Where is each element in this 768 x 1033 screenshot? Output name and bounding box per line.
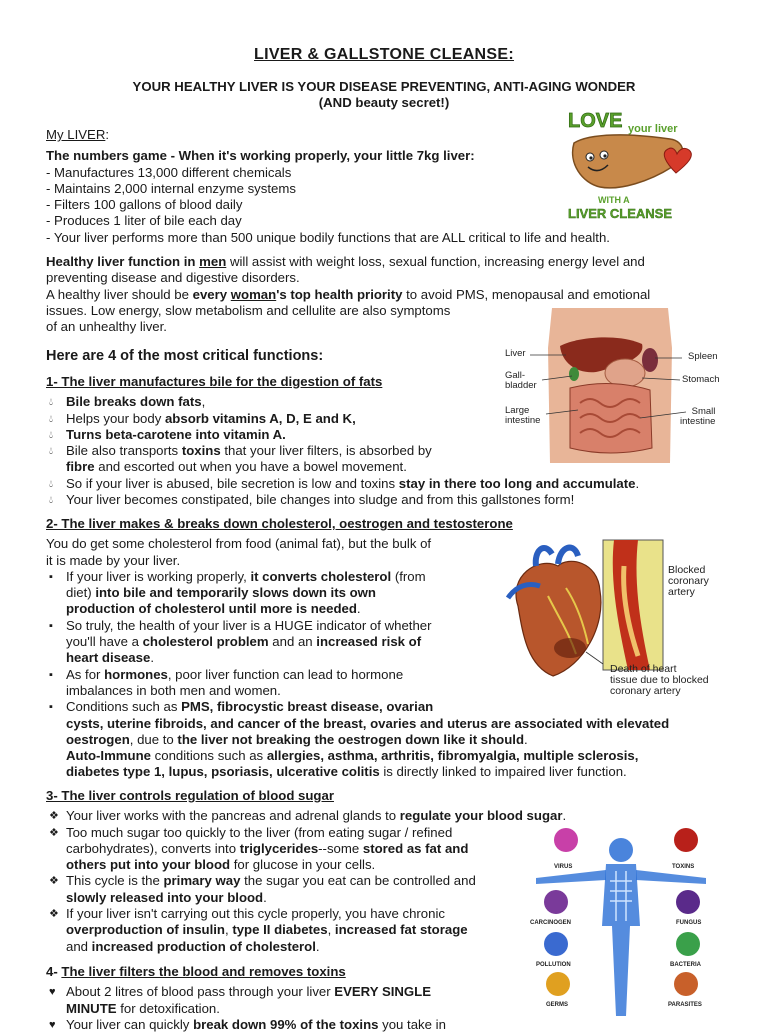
section-4-list bbox=[46, 984, 506, 1033]
drop-bullet-icon: 💧︎ bbox=[49, 413, 53, 425]
diamond-bullet-icon: ❖ bbox=[49, 826, 59, 839]
parasites-icon bbox=[674, 972, 698, 996]
numbers-heading: The numbers game - When it's working properly, your little 7kg liver: bbox=[46, 148, 475, 164]
item-text: for detoxification. bbox=[116, 1000, 220, 1016]
pollution-label: POLLUTION bbox=[536, 962, 571, 968]
with-a-word: WITH A bbox=[598, 195, 630, 205]
square-bullet-icon: ▪ bbox=[49, 570, 53, 583]
section-2-intro-1: You do get some cholesterol from food (animal fat), but the bulk of bbox=[46, 536, 432, 552]
item-text: , bbox=[201, 394, 206, 410]
item-text: . bbox=[263, 889, 267, 905]
numbers-item: - Your liver performs more than 500 unique bodily functions that are ALL critical to life and health. bbox=[46, 229, 610, 245]
heart-artery-figure bbox=[488, 536, 728, 696]
germs-label: GERMS bbox=[546, 1002, 569, 1008]
list-item bbox=[46, 984, 506, 1017]
blocked-label-line-1: Blocked bbox=[668, 564, 706, 576]
item-text: cysts, uterine fibroids, and cancer of the breast, ovaries and uterus are associated with elevated bbox=[66, 715, 670, 731]
item-text: PMS, fibrocystic breast disease, ovarian bbox=[181, 699, 434, 715]
list-item bbox=[46, 808, 666, 824]
list-item bbox=[46, 492, 716, 508]
numbers-item: - Produces 1 liter of bile each day bbox=[46, 213, 242, 229]
diamond-bullet-icon: ❖ bbox=[49, 810, 59, 823]
liver-pupil-right bbox=[603, 154, 606, 157]
section-4-number: 4- bbox=[46, 964, 62, 979]
item-text: and bbox=[66, 938, 92, 954]
healthy-men: men bbox=[199, 254, 227, 269]
item-text: . bbox=[315, 938, 320, 954]
woman-top: 's top health priority bbox=[276, 286, 403, 302]
gallbladder-label-line-1: Gall- bbox=[505, 370, 526, 381]
item-text: increased fat storage bbox=[334, 922, 468, 938]
drop-bullet-icon: 💧︎ bbox=[49, 429, 53, 441]
liver-label: Liver bbox=[505, 348, 526, 359]
item-text: . bbox=[524, 731, 528, 747]
virus-label: VIRUS bbox=[554, 864, 573, 870]
body-head bbox=[609, 838, 633, 862]
small-intestine-label bbox=[680, 407, 715, 427]
death-label-line-2: tissue due to blocked bbox=[610, 674, 709, 686]
item-text: and an bbox=[268, 634, 317, 650]
section-4 bbox=[46, 964, 506, 1033]
woman-text-1: A healthy liver should be bbox=[46, 286, 193, 302]
heart-shape bbox=[516, 561, 601, 676]
toxins-body-figure bbox=[526, 826, 716, 1022]
item-text: production of cholesterol until more is needed bbox=[66, 601, 357, 617]
my-liver-heading-text: My LIVER bbox=[46, 127, 106, 142]
death-label-line-1: Death of heart bbox=[610, 663, 677, 675]
item-text: , bbox=[327, 922, 335, 938]
item-text: Conditions such as bbox=[66, 699, 182, 715]
death-label-line-3: coronary artery bbox=[610, 685, 681, 697]
woman-word: woman bbox=[230, 286, 277, 302]
list-item bbox=[46, 699, 726, 780]
stomach-organ bbox=[605, 359, 645, 387]
item-text: that your liver filters, is absorbed by bbox=[220, 443, 432, 459]
item-text: diet) bbox=[66, 585, 96, 601]
item-text: . bbox=[150, 650, 154, 666]
spleen-organ bbox=[642, 348, 658, 372]
item-text: If your liver is working properly, bbox=[66, 568, 251, 584]
section-2-intro-2: it is made by your liver. bbox=[46, 552, 181, 568]
spleen-label: Spleen bbox=[688, 351, 718, 362]
item-text: This cycle is the bbox=[66, 873, 164, 889]
germs-icon bbox=[546, 972, 570, 996]
healthy-line-3 bbox=[46, 287, 726, 303]
numbers-item: - Manufactures 13,000 different chemicals bbox=[46, 164, 292, 180]
blocked-label-line-3: artery bbox=[668, 586, 695, 598]
healthy-line-5: of an unhealthy liver. bbox=[46, 319, 167, 335]
large-intestine-label-line-1: Large bbox=[505, 405, 530, 416]
item-text: Bile breaks down fats bbox=[66, 394, 202, 410]
item-text: the liver not breaking the oestrogen down like it should bbox=[177, 731, 524, 747]
healthy-rest-1: will assist with weight loss, sexual function, increasing energy level and bbox=[226, 254, 645, 269]
item-text: allergies, asthma, arthritis, fibromyalgia, multiple sclerosis, bbox=[266, 748, 639, 764]
drop-bullet-icon: 💧︎ bbox=[49, 478, 53, 490]
item-text: Auto-Immune bbox=[66, 748, 151, 764]
label-line-death bbox=[586, 652, 603, 664]
toxins-label: TOXINS bbox=[672, 864, 695, 870]
item-text: heart disease bbox=[66, 650, 151, 666]
item-text: oestrogen bbox=[66, 731, 130, 747]
item-text: you'll have a bbox=[66, 634, 143, 650]
item-text: EVERY SINGLE bbox=[334, 984, 432, 1000]
item-text: cholesterol problem bbox=[142, 634, 269, 650]
item-text: Turns beta-carotene into vitamin A. bbox=[66, 426, 286, 442]
square-bullet-icon: ▪ bbox=[49, 701, 53, 714]
item-text: So truly, the health of your liver is a HUGE indicator of whether bbox=[66, 617, 432, 633]
gallbladder-label bbox=[505, 371, 537, 391]
numbers-item: - Maintains 2,000 internal enzyme systems bbox=[46, 180, 296, 196]
item-text: primary way bbox=[163, 873, 241, 889]
large-intestine-label-line-2: intestine bbox=[505, 415, 541, 426]
fungus-label: FUNGUS bbox=[676, 920, 702, 926]
item-text: absorb vitamins A, D, E and K, bbox=[164, 410, 356, 426]
critical-functions-heading: Here are 4 of the most critical functions: bbox=[46, 348, 324, 364]
item-text: slowly released into your blood bbox=[66, 889, 264, 905]
stomach-label: Stomach bbox=[682, 374, 720, 385]
death-of-tissue-label bbox=[610, 664, 709, 697]
bacteria-label: BACTERIA bbox=[670, 962, 701, 968]
subtitle-line-2: (AND beauty secret!) bbox=[318, 95, 450, 110]
item-text: Your liver works with the pancreas and adrenal glands to bbox=[66, 808, 400, 824]
healthy-line-2: preventing disease and digestive disorders. bbox=[46, 270, 300, 286]
list-item bbox=[46, 476, 716, 492]
item-text: is directly linked to impaired liver function. bbox=[379, 764, 627, 780]
item-text: overproduction of insulin bbox=[66, 922, 225, 938]
abdominal-anatomy-figure bbox=[500, 308, 728, 463]
heart-bullet-icon: ♥ bbox=[49, 986, 56, 999]
carcinogen-icon bbox=[544, 890, 568, 914]
love-word: LOVE bbox=[568, 110, 623, 132]
page-title: LIVER & GALLSTONE CLEANSE: bbox=[254, 46, 514, 63]
healthy-line-4: issues. Low energy, slow metabolism and cellulite are also symptoms bbox=[46, 302, 451, 318]
item-text: . bbox=[356, 601, 361, 617]
fungus-icon bbox=[676, 890, 700, 914]
liver-pupil-left bbox=[589, 156, 592, 159]
woman-every: every bbox=[192, 286, 231, 302]
pollution-icon bbox=[544, 932, 568, 956]
carcinogen-label: CARCINOGEN bbox=[530, 920, 572, 926]
item-text: About 2 litres of blood pass through your liver bbox=[66, 984, 335, 1000]
item-text: Bile also transports bbox=[66, 443, 182, 459]
item-text: increased production of cholesterol bbox=[91, 938, 316, 954]
item-text: Your liver can quickly bbox=[66, 1016, 194, 1032]
item-text: fibre bbox=[66, 459, 95, 475]
item-text: (from bbox=[391, 568, 426, 584]
section-1-heading: 1- The liver manufactures bile for the digestion of fats bbox=[46, 374, 383, 389]
section-2-heading: 2- The liver makes & breaks down cholesterol, oestrogen and testosterone bbox=[46, 516, 513, 531]
item-text: carbohydrates), converts into bbox=[66, 840, 240, 856]
item-text: diabetes type 1, lupus, psoriasis, ulcerative colitis bbox=[66, 764, 380, 780]
item-text: , due to bbox=[129, 731, 178, 747]
item-text: triglycerides bbox=[239, 840, 319, 856]
item-text: you take in bbox=[378, 1016, 446, 1032]
item-text: into bile and temporarily slows down its own bbox=[95, 585, 376, 601]
item-text: , poor liver function can lead to hormone bbox=[167, 666, 404, 682]
item-text: If your liver isn't carrying out this cycle properly, you have chronic bbox=[66, 906, 446, 922]
item-text: As for bbox=[66, 666, 105, 682]
my-liver-heading: My LIVER: bbox=[46, 127, 110, 142]
item-text: increased risk of bbox=[316, 634, 422, 650]
item-text: Too much sugar too quickly to the liver (from eating sugar / refined bbox=[66, 824, 453, 840]
healthy-bold: Healthy liver function in bbox=[46, 254, 200, 269]
gallbladder-organ bbox=[569, 367, 579, 381]
item-text: . bbox=[635, 475, 640, 491]
item-text: toxins bbox=[181, 443, 221, 459]
liver-cartoon-icon bbox=[560, 105, 720, 225]
square-bullet-icon: ▪ bbox=[49, 619, 53, 632]
small-intestine-label-line-2: intestine bbox=[680, 416, 716, 427]
toxins-icon bbox=[674, 828, 698, 852]
parasites-label: PARASITES bbox=[668, 1002, 702, 1008]
item-text: others put into your blood bbox=[66, 857, 231, 873]
subtitle-line-1: YOUR HEALTHY LIVER IS YOUR DISEASE PREVENTING, ANTI-AGING WONDER bbox=[132, 79, 636, 94]
healthy-line-1 bbox=[46, 254, 726, 270]
item-text: and escorted out when you have a bowel movement. bbox=[94, 459, 407, 475]
item-text: stay in there too long and accumulate bbox=[398, 475, 636, 491]
item-text: --some bbox=[318, 840, 363, 856]
item-text: . bbox=[562, 808, 567, 824]
item-text: type II diabetes bbox=[232, 922, 328, 938]
drop-bullet-icon: 💧︎ bbox=[49, 495, 53, 507]
item-text: , bbox=[224, 922, 233, 938]
love-your-liver-graphic bbox=[560, 105, 720, 225]
liver-cleanse-word: LIVER CLEANSE bbox=[568, 206, 673, 221]
heart-bullet-icon: ♥ bbox=[49, 1018, 56, 1031]
section-4-heading-text: The liver filters the blood and removes toxins bbox=[61, 964, 346, 979]
item-text: Helps your body bbox=[66, 410, 165, 426]
virus-icon bbox=[554, 828, 578, 852]
drop-bullet-icon: 💧︎ bbox=[49, 397, 53, 409]
item-text: imbalances in both men and women. bbox=[66, 682, 281, 698]
large-intestine-label bbox=[505, 406, 540, 426]
diamond-bullet-icon: ❖ bbox=[49, 908, 59, 921]
item-text: stored as fat and bbox=[362, 840, 469, 856]
small-intestine-label-line-1: Small bbox=[691, 406, 716, 417]
item-text: Your liver becomes constipated, bile changes into sludge and from this gallstones form! bbox=[66, 492, 575, 508]
item-text: regulate your blood sugar bbox=[399, 808, 563, 824]
section-3-heading: 3- The liver controls regulation of blood sugar bbox=[46, 788, 334, 803]
item-text: So if your liver is abused, bile secretion is low and toxins bbox=[66, 475, 399, 491]
numbers-item: - Filters 100 gallons of blood daily bbox=[46, 197, 243, 213]
item-text: for glucose in your cells. bbox=[230, 857, 376, 873]
bacteria-icon bbox=[676, 932, 700, 956]
gallbladder-label-line-2: bladder bbox=[505, 380, 537, 391]
diamond-bullet-icon: ❖ bbox=[49, 875, 59, 888]
your-liver-word: your liver bbox=[628, 123, 678, 135]
blocked-label-line-2: coronary bbox=[668, 575, 709, 587]
item-text: it converts cholesterol bbox=[250, 568, 392, 584]
section-4-heading bbox=[46, 964, 506, 980]
item-text: conditions such as bbox=[150, 748, 267, 764]
item-text: the sugar you eat can be controlled and bbox=[240, 873, 476, 889]
blocked-artery-label bbox=[668, 565, 709, 598]
drop-bullet-icon: 💧︎ bbox=[49, 446, 53, 458]
list-item bbox=[46, 1017, 506, 1033]
item-text: MINUTE bbox=[66, 1000, 117, 1016]
item-text: break down 99% of the toxins bbox=[193, 1016, 379, 1032]
woman-text-2: to avoid PMS, menopausal and emotional bbox=[402, 286, 651, 302]
item-text: hormones bbox=[104, 666, 168, 682]
square-bullet-icon: ▪ bbox=[49, 668, 53, 681]
dead-tissue-area bbox=[554, 638, 586, 658]
